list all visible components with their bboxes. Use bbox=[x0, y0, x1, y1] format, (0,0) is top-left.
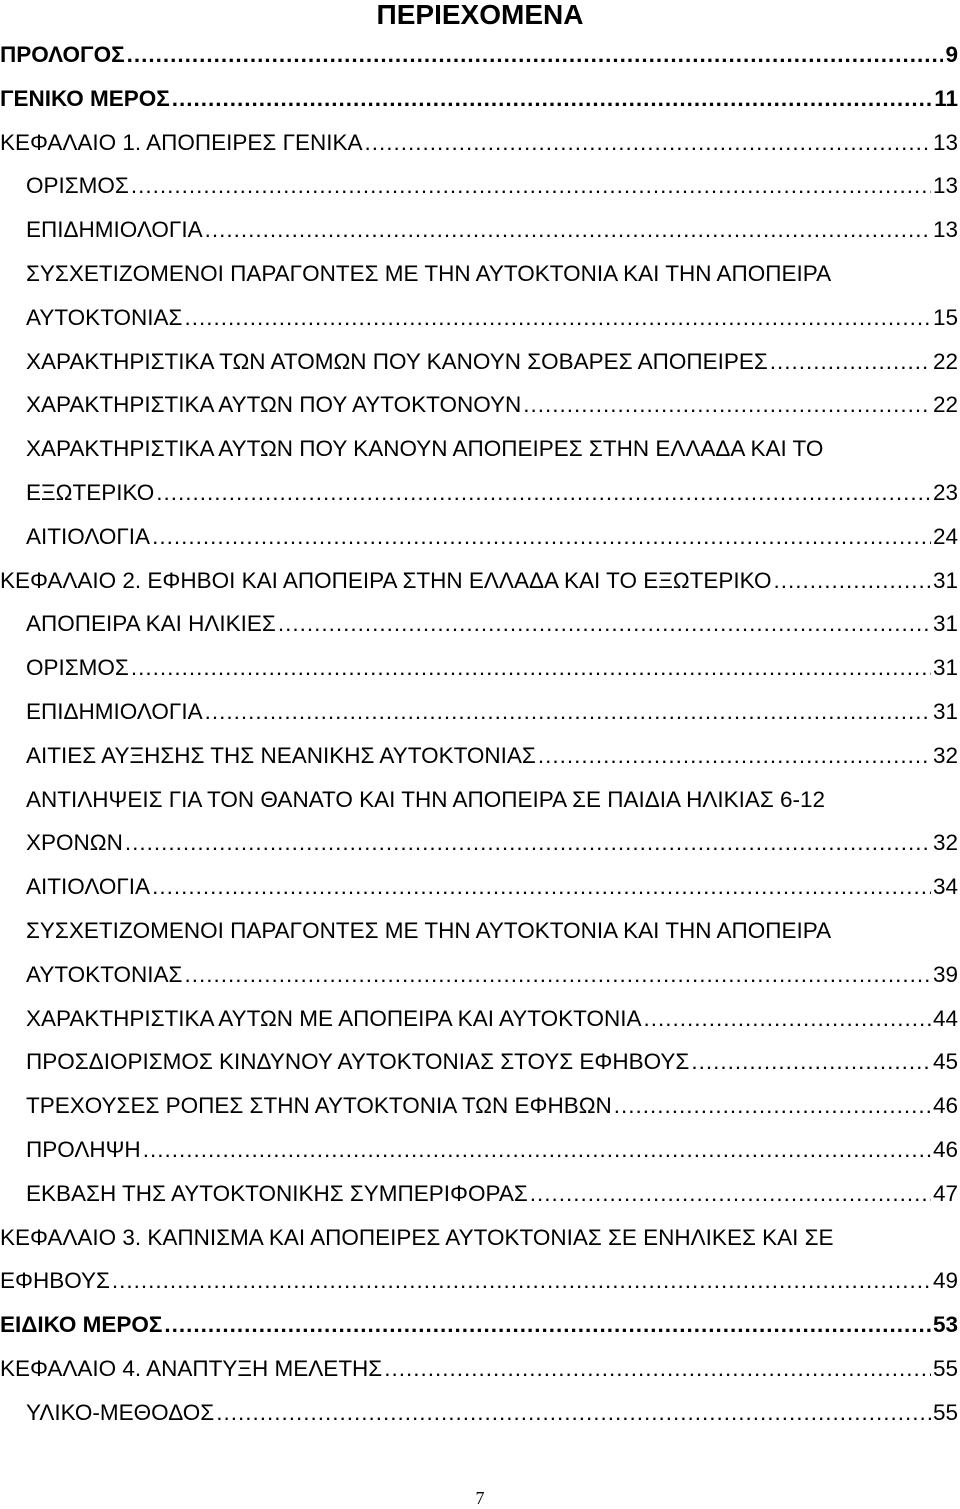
toc-entry-page: 47 bbox=[932, 1180, 958, 1206]
dot-leader bbox=[530, 1181, 931, 1207]
dot-leader bbox=[156, 480, 931, 506]
dot-leader bbox=[774, 568, 931, 594]
toc-entry-first-line[interactable] bbox=[0, 781, 960, 825]
dot-leader bbox=[125, 830, 931, 856]
toc-entry-text: ΑΙΤΙΟΛΟΓΙΑ bbox=[26, 874, 151, 900]
toc-entry-text: ΥΛΙΚΟ-ΜΕΘΟΔΟΣ bbox=[26, 1399, 215, 1425]
toc-entry-text: ΣΥΣΧΕΤΙΖΟΜΕΝΟΙ ΠΑΡΑΓΟΝΤΕΣ ΜΕ ΤΗΝ ΑΥΤΟΚΤΟΝΙΑ ΚΑΙ ΤΗΝ ΑΠΟΠΕΙΡΑ bbox=[26, 917, 832, 943]
dot-leader bbox=[152, 524, 931, 550]
toc-entry-text: ΕΞΩΤΕΡΙΚΟ bbox=[26, 479, 155, 505]
toc-entry[interactable] bbox=[0, 343, 960, 387]
toc-entry[interactable] bbox=[0, 1175, 960, 1219]
toc-entry-page: 55 bbox=[932, 1399, 958, 1425]
toc-entry-text: ΧΑΡΑΚΤΗΡΙΣΤΙΚΑ ΑΥΤΩΝ ΠΟΥ ΚΑΝΟΥΝ ΑΠΟΠΕΙΡΕΣ ΣΤΗΝ ΕΛΛΑΔΑ ΚΑΙ ΤΟ bbox=[26, 436, 824, 462]
toc-entry[interactable] bbox=[0, 649, 960, 693]
dot-leader bbox=[523, 392, 931, 418]
toc-entry[interactable] bbox=[0, 562, 960, 606]
toc-entry-text: ΓΕΝΙΚΟ ΜΕΡΟΣ bbox=[0, 85, 170, 111]
dot-leader bbox=[691, 1049, 931, 1075]
dot-leader bbox=[205, 217, 931, 243]
toc-entry-page: 31 bbox=[932, 698, 958, 724]
dot-leader bbox=[770, 349, 931, 375]
toc-entry[interactable] bbox=[0, 693, 960, 737]
toc-entry-text: ΑΥΤΟΚΤΟΝΙΑΣ bbox=[26, 304, 183, 330]
toc-entry-text: ΚΕΦΑΛΑΙΟ 3. ΚΑΠΝΙΣΜΑ ΚΑΙ ΑΠΟΠΕΙΡΕΣ ΑΥΤΟΚΤΟΝΙΑΣ ΣΕ ΕΝΗΛΙΚΕΣ ΚΑΙ ΣΕ bbox=[0, 1224, 834, 1250]
toc-entry-page: 23 bbox=[932, 479, 958, 505]
toc-entry-page: 55 bbox=[932, 1355, 958, 1381]
toc-entry[interactable] bbox=[0, 124, 960, 168]
dot-leader bbox=[216, 1400, 931, 1426]
toc-entry[interactable] bbox=[0, 1087, 960, 1131]
toc-entry-page: 34 bbox=[932, 874, 958, 900]
toc-entry-text: ΑΠΟΠΕΙΡΑ ΚΑΙ ΗΛΙΚΙΕΣ bbox=[26, 611, 276, 637]
dot-leader bbox=[538, 743, 931, 769]
dot-leader bbox=[172, 86, 932, 112]
dot-leader bbox=[131, 173, 931, 199]
toc-entry[interactable] bbox=[0, 518, 960, 562]
toc-entry-page: 31 bbox=[932, 655, 958, 681]
toc-entry[interactable] bbox=[0, 956, 960, 1000]
dot-leader bbox=[205, 699, 931, 725]
dot-leader bbox=[143, 1137, 931, 1163]
toc-entry-text: ΕΙΔΙΚΟ ΜΕΡΟΣ bbox=[0, 1312, 163, 1338]
toc-entry-text: ΟΡΙΣΜΟΣ bbox=[26, 173, 129, 199]
toc-entry-text: ΠΡΟΣΔΙΟΡΙΣΜΟΣ ΚΙΝΔΥΝΟΥ ΑΥΤΟΚΤΟΝΙΑΣ ΣΤΟΥΣ ΕΦΗΒΟΥΣ bbox=[26, 1049, 690, 1075]
toc-entry-text: ΟΡΙΣΜΟΣ bbox=[26, 655, 129, 681]
toc-entry-text: ΕΠΙΔΗΜΙΟΛΟΓΙΑ bbox=[26, 217, 203, 243]
dot-leader bbox=[365, 130, 931, 156]
toc-entry-text: ΚΕΦΑΛΑΙΟ 1. ΑΠΟΠΕΙΡΕΣ ΓΕΝΙΚΑ bbox=[0, 129, 363, 155]
toc-entry-text: ΑΥΤΟΚΤΟΝΙΑΣ bbox=[26, 961, 183, 987]
toc-entry-page: 15 bbox=[932, 304, 958, 330]
toc-title: ΠΕΡΙΕΧΟΜΕΝΑ bbox=[376, 0, 584, 30]
toc-entry[interactable] bbox=[0, 737, 960, 781]
dot-leader bbox=[131, 655, 931, 681]
dot-leader bbox=[112, 1268, 931, 1294]
dot-leader bbox=[184, 305, 931, 331]
toc-entry-text: ΑΙΤΙΟΛΟΓΙΑ bbox=[26, 523, 151, 549]
dot-leader bbox=[614, 1093, 931, 1119]
toc-entry-text: ΧΑΡΑΚΤΗΡΙΣΤΙΚΑ ΑΥΤΩΝ ΜΕ ΑΠΟΠΕΙΡΑ ΚΑΙ ΑΥΤΟΚΤΟΝΙΑ bbox=[26, 1005, 642, 1031]
toc-entry-text: ΚΕΦΑΛΑΙΟ 2. ΕΦΗΒΟΙ ΚΑΙ ΑΠΟΠΕΙΡΑ ΣΤΗΝ ΕΛΛΑΔΑ ΚΑΙ ΤΟ ΕΞΩΤΕΡΙΚΟ bbox=[0, 567, 772, 593]
toc-entry-text: ΑΝΤΙΛΗΨΕΙΣ ΓΙΑ ΤΟΝ ΘΑΝΑΤΟ ΚΑΙ ΤΗΝ ΑΠΟΠΕΙΡΑ ΣΕ ΠΑΙΔΙΑ ΗΛΙΚΙΑΣ 6-12 bbox=[26, 786, 826, 812]
toc-entry-text: ΕΠΙΔΗΜΙΟΛΟΓΙΑ bbox=[26, 698, 203, 724]
toc-entry[interactable] bbox=[0, 80, 960, 124]
toc-entry-text: ΑΙΤΙΕΣ ΑΥΞΗΣΗΣ ΤΗΣ ΝΕΑΝΙΚΗΣ ΑΥΤΟΚΤΟΝΙΑΣ bbox=[26, 742, 536, 768]
toc-entry-first-line[interactable] bbox=[0, 912, 960, 956]
toc-entry-page: 46 bbox=[932, 1093, 958, 1119]
toc-entry[interactable] bbox=[0, 386, 960, 430]
toc-entry-page: 32 bbox=[932, 742, 958, 768]
toc-entry[interactable] bbox=[0, 868, 960, 912]
toc-entry[interactable] bbox=[0, 1043, 960, 1087]
toc-entry-page: 22 bbox=[932, 348, 958, 374]
toc-entry-page: 11 bbox=[934, 85, 958, 111]
dot-leader bbox=[184, 962, 931, 988]
toc-entry-text: ΣΥΣΧΕΤΙΖΟΜΕΝΟΙ ΠΑΡΑΓΟΝΤΕΣ ΜΕ ΤΗΝ ΑΥΤΟΚΤΟΝΙΑ ΚΑΙ ΤΗΝ ΑΠΟΠΕΙΡΑ bbox=[26, 260, 832, 286]
toc-entry-page: 49 bbox=[932, 1268, 958, 1294]
toc-entry[interactable] bbox=[0, 211, 960, 255]
toc-entry[interactable] bbox=[0, 1306, 960, 1350]
toc-entry-text: ΕΦΗΒΟΥΣ bbox=[0, 1268, 110, 1294]
dot-leader bbox=[384, 1356, 931, 1382]
toc-entry[interactable] bbox=[0, 605, 960, 649]
dot-leader bbox=[644, 1006, 931, 1032]
toc-entry-page: 31 bbox=[932, 567, 958, 593]
page-number: 7 bbox=[475, 1488, 485, 1508]
toc-entry-text: ΧΡΟΝΩΝ bbox=[26, 830, 123, 856]
toc-entry-page: 13 bbox=[932, 173, 958, 199]
dot-leader bbox=[278, 611, 931, 637]
toc-entry-first-line[interactable] bbox=[0, 430, 960, 474]
toc-entry-page: 24 bbox=[932, 523, 958, 549]
toc-entry-text: ΧΑΡΑΚΤΗΡΙΣΤΙΚΑ ΤΩΝ ΑΤΟΜΩΝ ΠΟΥ ΚΑΝΟΥΝ ΣΟΒΑΡΕΣ ΑΠΟΠΕΙΡΕΣ bbox=[26, 348, 768, 374]
toc-entry[interactable] bbox=[0, 1394, 960, 1438]
toc-entry-page: 31 bbox=[932, 611, 958, 637]
toc-entry-text: ΧΑΡΑΚΤΗΡΙΣΤΙΚΑ ΑΥΤΩΝ ΠΟΥ ΑΥΤΟΚΤΟΝΟΥΝ bbox=[26, 392, 522, 418]
toc-entry-text: ΕΚΒΑΣΗ ΤΗΣ ΑΥΤΟΚΤΟΝΙΚΗΣ ΣΥΜΠΕΡΙΦΟΡΑΣ bbox=[26, 1180, 528, 1206]
toc-entry-text: ΚΕΦΑΛΑΙΟ 4. ΑΝΑΠΤΥΞΗ ΜΕΛΕΤΗΣ bbox=[0, 1355, 383, 1381]
toc-entry-page: 22 bbox=[932, 392, 958, 418]
toc-entry-first-line[interactable] bbox=[0, 255, 960, 299]
toc-entry[interactable] bbox=[0, 824, 960, 868]
toc-entry[interactable] bbox=[0, 474, 960, 518]
toc-entry[interactable] bbox=[0, 299, 960, 343]
toc-entry-page: 53 bbox=[932, 1312, 958, 1338]
toc-entry-text: ΤΡΕΧΟΥΣΕΣ ΡΟΠΕΣ ΣΤΗΝ ΑΥΤΟΚΤΟΝΙΑ ΤΩΝ ΕΦΗΒΩΝ bbox=[26, 1093, 612, 1119]
dot-leader bbox=[152, 874, 931, 900]
toc-entry-page: 39 bbox=[932, 961, 958, 987]
toc-entry-page: 9 bbox=[945, 42, 958, 67]
toc-entry-page: 32 bbox=[932, 830, 958, 856]
toc-entry-text: ΠΡΟΛΗΨΗ bbox=[26, 1136, 141, 1162]
toc-entry[interactable] bbox=[0, 1131, 960, 1175]
toc-entry[interactable] bbox=[0, 1000, 960, 1044]
toc-entry-text: ΠΡΟΛΟΓΟΣ bbox=[0, 42, 125, 67]
toc-entry-page: 44 bbox=[932, 1005, 958, 1031]
toc-entry-page: 13 bbox=[932, 129, 958, 155]
toc-entry-first-line[interactable] bbox=[0, 1219, 960, 1263]
toc-entry-page: 13 bbox=[932, 217, 958, 243]
toc-entry[interactable] bbox=[0, 1262, 960, 1306]
toc-entry-page: 46 bbox=[932, 1136, 958, 1162]
dot-leader bbox=[127, 42, 944, 68]
toc-entry[interactable] bbox=[0, 36, 960, 80]
toc-entry[interactable] bbox=[0, 167, 960, 211]
table-of-contents bbox=[0, 36, 960, 1438]
dot-leader bbox=[164, 1312, 931, 1338]
toc-entry-page: 45 bbox=[932, 1049, 958, 1075]
toc-entry[interactable] bbox=[0, 1350, 960, 1394]
